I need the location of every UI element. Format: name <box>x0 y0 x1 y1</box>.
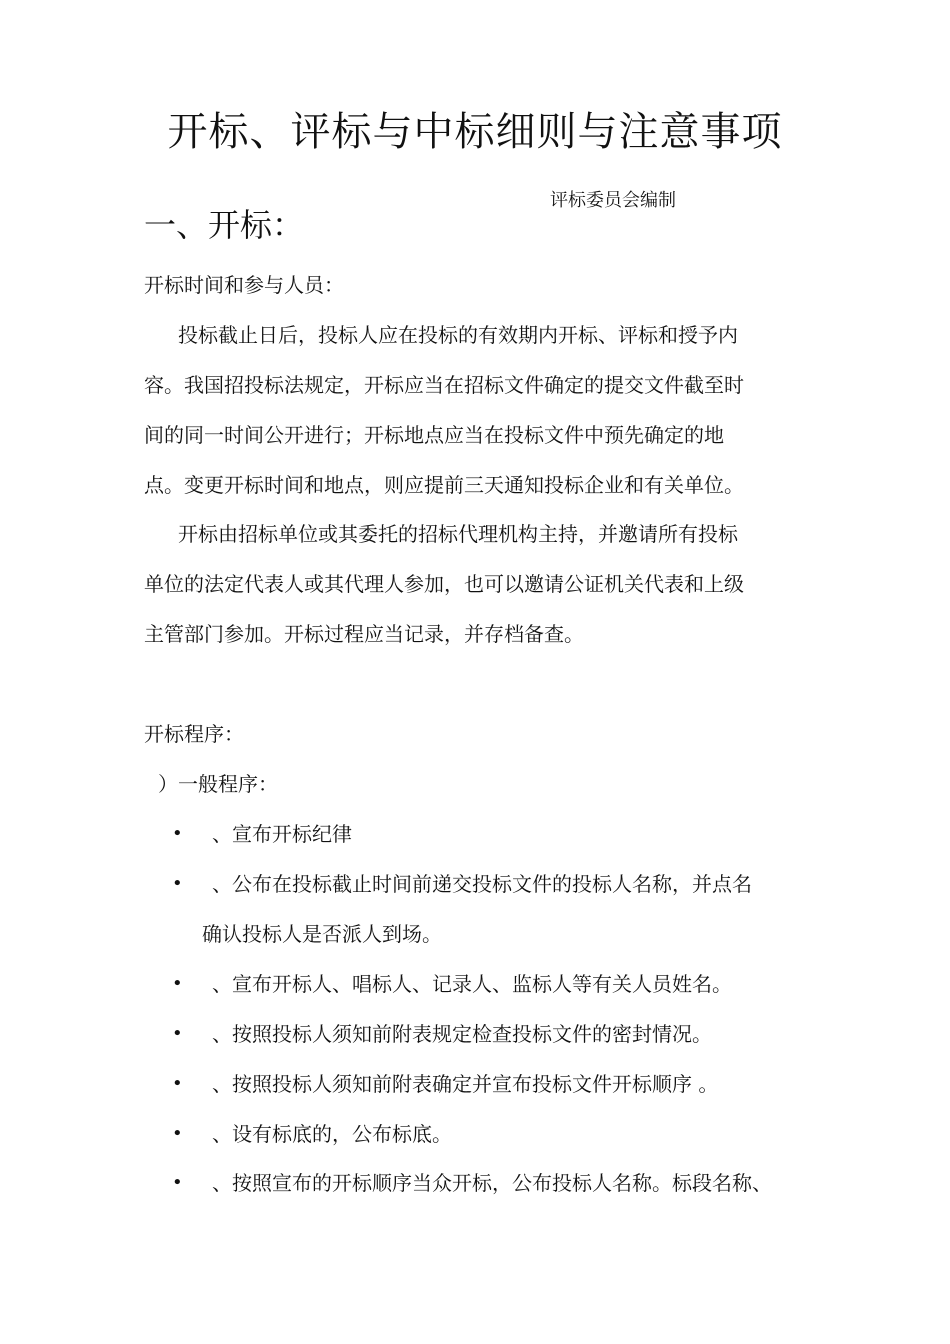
bullet-icon: • <box>172 1123 183 1144</box>
list-item: 、宣布开标纪律 <box>212 822 352 846</box>
paragraph-line: 开标由招标单位或其委托的招标代理机构主持，并邀请所有投标 <box>178 522 738 546</box>
list-item: 、按照宣布的开标顺序当众开标，公布投标人名称。标段名称、 <box>212 1171 772 1195</box>
paragraph-line: 点。变更开标时间和地点，则应提前三天通知投标企业和有关单位。 <box>144 473 744 497</box>
document-title: 开标、评标与中标细则与注意事项 <box>167 109 783 155</box>
paragraph-line: 间的同一时间公开进行；开标地点应当在投标文件中预先确定的地 <box>144 423 724 447</box>
paragraph-line: 容。我国招投标法规定，开标应当在招标文件确定的提交文件截至时 <box>144 373 744 397</box>
subheading-time-participants: 开标时间和参与人员： <box>144 273 344 297</box>
bullet-icon: • <box>172 973 183 994</box>
section-heading: 一、开标： <box>144 206 305 244</box>
bullet-icon: • <box>172 873 183 894</box>
bullet-icon: • <box>172 1023 183 1044</box>
bullet-icon: • <box>172 1172 183 1193</box>
compiler-note: 评标委员会编制 <box>550 190 676 211</box>
paragraph-line: 主管部门参加。开标过程应当记录，并存档备查。 <box>144 622 584 646</box>
list-item: 、按照投标人须知前附表规定检查投标文件的密封情况。 <box>212 1022 712 1046</box>
list-item: 、设有标底的，公布标底。 <box>212 1122 452 1146</box>
bullet-icon: • <box>172 823 183 844</box>
paragraph-line: 单位的法定代表人或其代理人参加，也可以邀请公证机关代表和上级 <box>144 572 744 596</box>
list-item: 、公布在投标截止时间前递交投标文件的投标人名称，并点名 <box>212 872 752 896</box>
bullet-icon: • <box>172 1073 183 1094</box>
subheading-general-procedure: ）一般程序： <box>158 772 278 796</box>
list-item: 、按照投标人须知前附表确定并宣布投标文件开标顺序 。 <box>212 1072 719 1096</box>
subheading-procedure: 开标程序： <box>144 722 244 746</box>
paragraph-line: 投标截止日后，投标人应在投标的有效期内开标、评标和授予内 <box>178 323 738 347</box>
list-item: 、宣布开标人、唱标人、记录人、监标人等有关人员姓名。 <box>212 972 732 996</box>
list-item-continuation: 确认投标人是否派人到场。 <box>202 922 442 946</box>
